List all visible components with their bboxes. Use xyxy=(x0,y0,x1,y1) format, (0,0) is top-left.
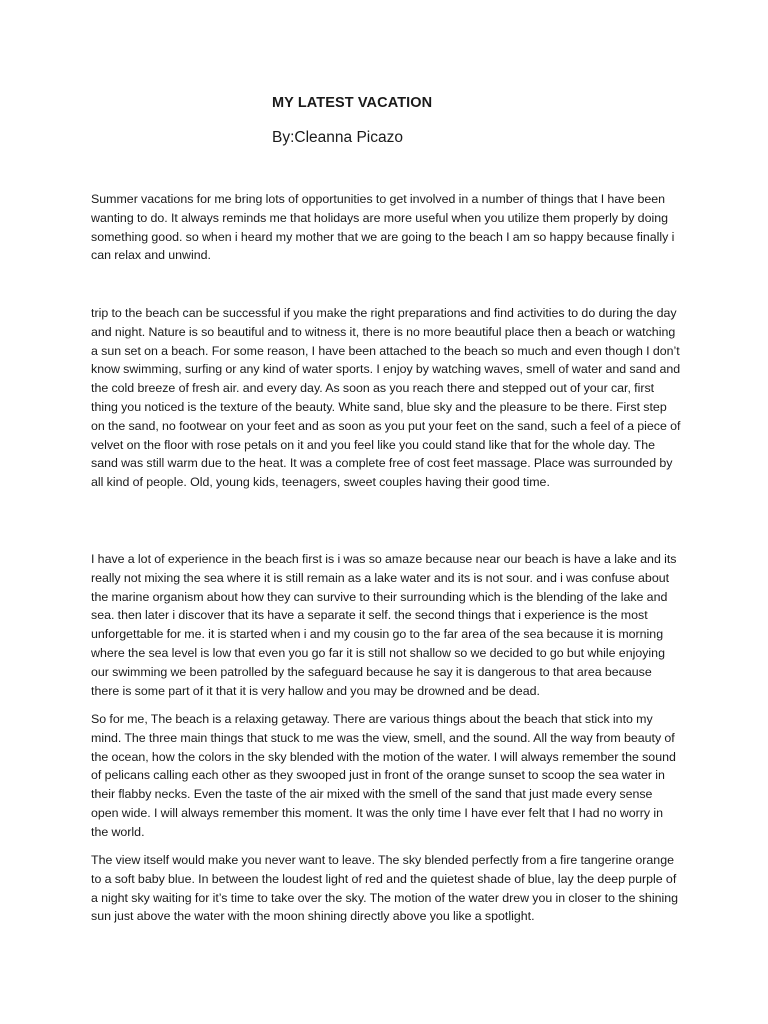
paragraph-view: The view itself would make you never want to leave. The sky blended perfectly from a fire tangerine orange to a soft baby blue. In between the loudest light of red and the quietest shade of blue, lay the deep purple of a night sky waiting for it’s time to take over the sky. The motion of the water drew you in closer to the shining sun just above the water with the moon shining directly above you like a spotlight. xyxy=(91,853,678,924)
document-title: MY LATEST VACATION xyxy=(272,95,433,111)
paragraph-experience: I have a lot of experience in the beach first is i was so amaze because near our beach is have a lake and its really not mixing the sea where it is still remain as a lake water and its is not sour. and i was confuse about the marine organism about how they can survive to their surrounding which is the blending of the lake and sea. then later i discover that its have a separate it self. the second things that i experience is the most unforgettable for me. it is started when i and my cousin go to the far area of the sea because it is morning where the sea level is low that even you go far it is still not shallow so we decided to go but while enjoying our swimming we been patrolled by the safeguard because he say it is dangerous to that area because there is some part of it that it is very hallow and you may be drowned and be dead. xyxy=(91,552,677,698)
paragraph-beach-trip: trip to the beach can be successful if you make the right preparations and find activities to do during the day and night. Nature is so beautiful and to witness it, there is no more beautiful place then a beach or watching a sun set on a beach. For some reason, I have been attached to the beach so much and even though I don’t know swimming, surfing or any kind of water sports. I enjoy by watching waves, smell of water and sand and the cold breeze of fresh air. and every day. As soon as you reach there and stepped out of your car, first thing you noticed is the texture of the beauty. White sand, blue sky and the pleasure to be there. First step on the sand, no footwear on your feet and as soon as you put your feet on the sand, such a feel of a piece of velvet on the floor with rose petals on it and you feel like you could stand like that for the whole day. The sand was still warm due to the heat. It was a complete free of cost feet massage. Place was surrounded by all kind of people. Old, young kids, teenagers, sweet couples having their good time. xyxy=(91,306,681,490)
paragraph-relaxing-getaway: So for me, The beach is a relaxing getaway. There are various things about the beach that stick into my mind. The three main things that stuck to me was the view, smell, and the sound. All the way from beauty of the ocean, how the colors in the sky blended with the motion of the water. I will always remember the sound of pelicans calling each other as they swooped just in front of the orange sunset to scoop the sea water in their flabby necks. Even the taste of the air mixed with the smell of the sand that just made every sense open wide. I will always remember this moment. It was the only time I have ever felt that I had no worry in the world. xyxy=(91,712,676,839)
author-byline: By:Cleanna Picazo xyxy=(272,129,403,146)
paragraph-intro: Summer vacations for me bring lots of opportunities to get involved in a number of things that I have been wanting to do. It always reminds me that holidays are more useful when you utilize them properly by doing something good. so when i heard my mother that we are going to the beach I am so happy because finally i can relax and unwind. xyxy=(91,192,675,263)
